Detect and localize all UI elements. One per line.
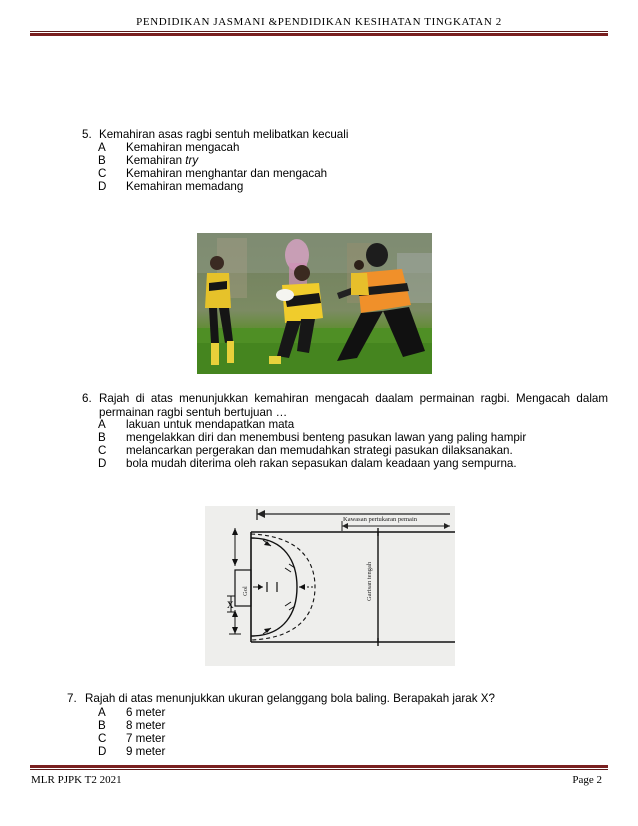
centre-line-label: Garisan tengah: [366, 561, 373, 601]
option-letter: A: [98, 141, 106, 154]
option-letter: D: [98, 745, 107, 758]
question-text-line-2: permainan ragbi sentuh bertujuan …: [99, 405, 288, 419]
question-number: 7.: [67, 692, 77, 705]
footer-rule-thin: [30, 769, 608, 770]
handball-court-diagram: [205, 506, 455, 666]
option-letter: B: [98, 154, 106, 167]
exchange-zone-label: Kawasan pertukaran pemain: [343, 516, 417, 523]
option-text: 7 meter: [126, 732, 166, 745]
option-text: 6 meter: [126, 706, 166, 719]
option-letter: C: [98, 732, 107, 745]
footer-code: MLR PJPK T2 2021: [31, 774, 122, 786]
question-text-line-1: Rajah di atas menunjukkan kemahiran mengacah daalam permainan ragbi. Mengacah dalam: [99, 392, 608, 405]
question-number: 6.: [82, 392, 92, 405]
option-letter: B: [98, 719, 106, 732]
goal-label: Gol: [242, 586, 249, 596]
option-letter: D: [98, 457, 107, 470]
option-letter: A: [98, 418, 106, 431]
question-number: 5.: [82, 128, 92, 141]
header-rule-thick: [30, 33, 608, 36]
option-text: lakuan untuk mendapatkan mata: [126, 418, 295, 431]
option-text: [126, 154, 198, 168]
option-letter: B: [98, 431, 106, 444]
option-text: Kemahiran mengacah: [126, 141, 240, 154]
option-text: Kemahiran menghantar dan mengacah: [126, 167, 328, 180]
court-drawing: [205, 506, 455, 666]
question-text: Kemahiran asas ragbi sentuh melibatkan kecuali: [99, 128, 349, 141]
option-text: melancarkan pergerakan dan memudahkan strategi pasukan dilaksanakan.: [126, 444, 513, 457]
distance-x-label: X: [227, 600, 234, 610]
option-letter: C: [98, 167, 107, 180]
rugby-photo: [197, 233, 432, 374]
option-letter: A: [98, 706, 106, 719]
option-text: bola mudah diterima oleh rakan sepasukan dalam keadaan yang sempurna.: [126, 457, 517, 470]
page-number: Page 2: [572, 774, 602, 786]
option-text: 8 meter: [126, 719, 166, 732]
option-text: 9 meter: [126, 745, 166, 758]
page-header-title: PENDIDIKAN JASMANI &PENDIDIKAN KESIHATAN TINGKATAN 2: [136, 16, 502, 28]
option-text: mengelakkan diri dan menembusi benteng pasukan lawan yang paling hampir: [126, 431, 527, 444]
header-rule-thin: [30, 31, 608, 32]
option-letter: D: [98, 180, 107, 193]
rugby-photo-illustration: [197, 233, 432, 374]
question-text: Rajah di atas menunjukkan ukuran gelanggang bola baling. Berapakah jarak X?: [85, 692, 495, 705]
option-text-plain: Kemahiran: [126, 154, 186, 167]
footer-rule-thick: [30, 765, 608, 768]
option-text-italic: try: [185, 154, 199, 167]
option-text: Kemahiran memadang: [126, 180, 244, 193]
option-letter: C: [98, 444, 107, 457]
